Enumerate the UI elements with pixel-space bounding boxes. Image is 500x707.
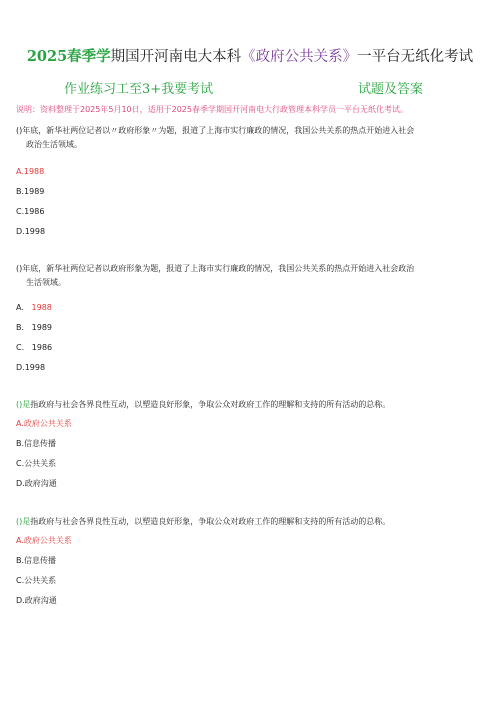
title-prefix: 2025春季学: [26, 48, 111, 65]
question-2-option-a-value: 1988: [31, 303, 52, 312]
question-2-option-c: C. 1986: [16, 343, 53, 352]
question-4-option-b: B.信息传播: [16, 556, 57, 565]
question-3-text: 指政府与社会各界良性互动，以塑造良好形象，争取公众对政府工作的理解和支持的所有活动的总称。: [30, 400, 391, 409]
question-2-option-d: D.1998: [16, 363, 46, 372]
question-3-option-c: C.公共关系: [16, 459, 57, 468]
question-1-line2: 政治生活领域。: [26, 140, 82, 149]
question-2-option-a: [16, 302, 52, 314]
question-1-option-b: B.1989: [16, 187, 45, 196]
question-1-option-d: D.1998: [16, 227, 46, 236]
subtitle-left: 作业练习工至3+我要考试: [64, 82, 214, 97]
question-4-option-c: C.公共关系: [16, 576, 57, 585]
question-2-line2: 生活领域。: [26, 278, 66, 287]
question-3: [16, 398, 486, 412]
question-3-blank: ()是: [16, 400, 31, 409]
question-4: [16, 515, 486, 529]
title-main: 期国开河南电大本科: [110, 49, 242, 65]
question-2-option-a-letter: A.: [16, 303, 32, 312]
question-4-text: 指政府与社会各界良性互动，以塑造良好形象，争取公众对政府工作的理解和支持的所有活动的总称。: [30, 517, 391, 526]
question-4-option-a: A.政府公共关系: [16, 536, 72, 545]
subtitle-right: 试题及答案: [358, 82, 424, 97]
question-4-blank: ()是: [16, 517, 31, 526]
question-1-line1: ()年底，新华社两位记者以〃政府形象〃为题，报道了上海市实行廉政的情况，我国公共关系的热点开始进入社会: [16, 126, 415, 135]
question-2: [16, 262, 486, 290]
question-4-option-d: D.政府沟通: [16, 596, 57, 605]
question-2-line1: ()年底，新华社两位记者以政府形象为题，报道了上海市实行廉政的情况，我国公共关系的热点开始进入社会政治: [16, 264, 415, 273]
question-2-option-b: B. 1989: [16, 323, 53, 332]
page-title: [0, 47, 500, 67]
question-3-option-d: D.政府沟通: [16, 479, 57, 488]
question-1: [16, 124, 486, 152]
title-course: 《政府公共关系》: [241, 49, 358, 65]
question-3-option-b: B.信息传播: [16, 439, 57, 448]
question-3-option-a: A.政府公共关系: [16, 419, 72, 428]
title-suffix: 一平台无纸化考试: [357, 49, 474, 65]
question-1-option-c: C.1986: [16, 207, 45, 216]
note-text: 说明：资料整理于2025年5月10日，适用于2025春季学期国开河南电大行政管理本科学员一平台无纸化考试。: [16, 105, 408, 114]
question-1-option-a: A.1988: [16, 167, 45, 176]
